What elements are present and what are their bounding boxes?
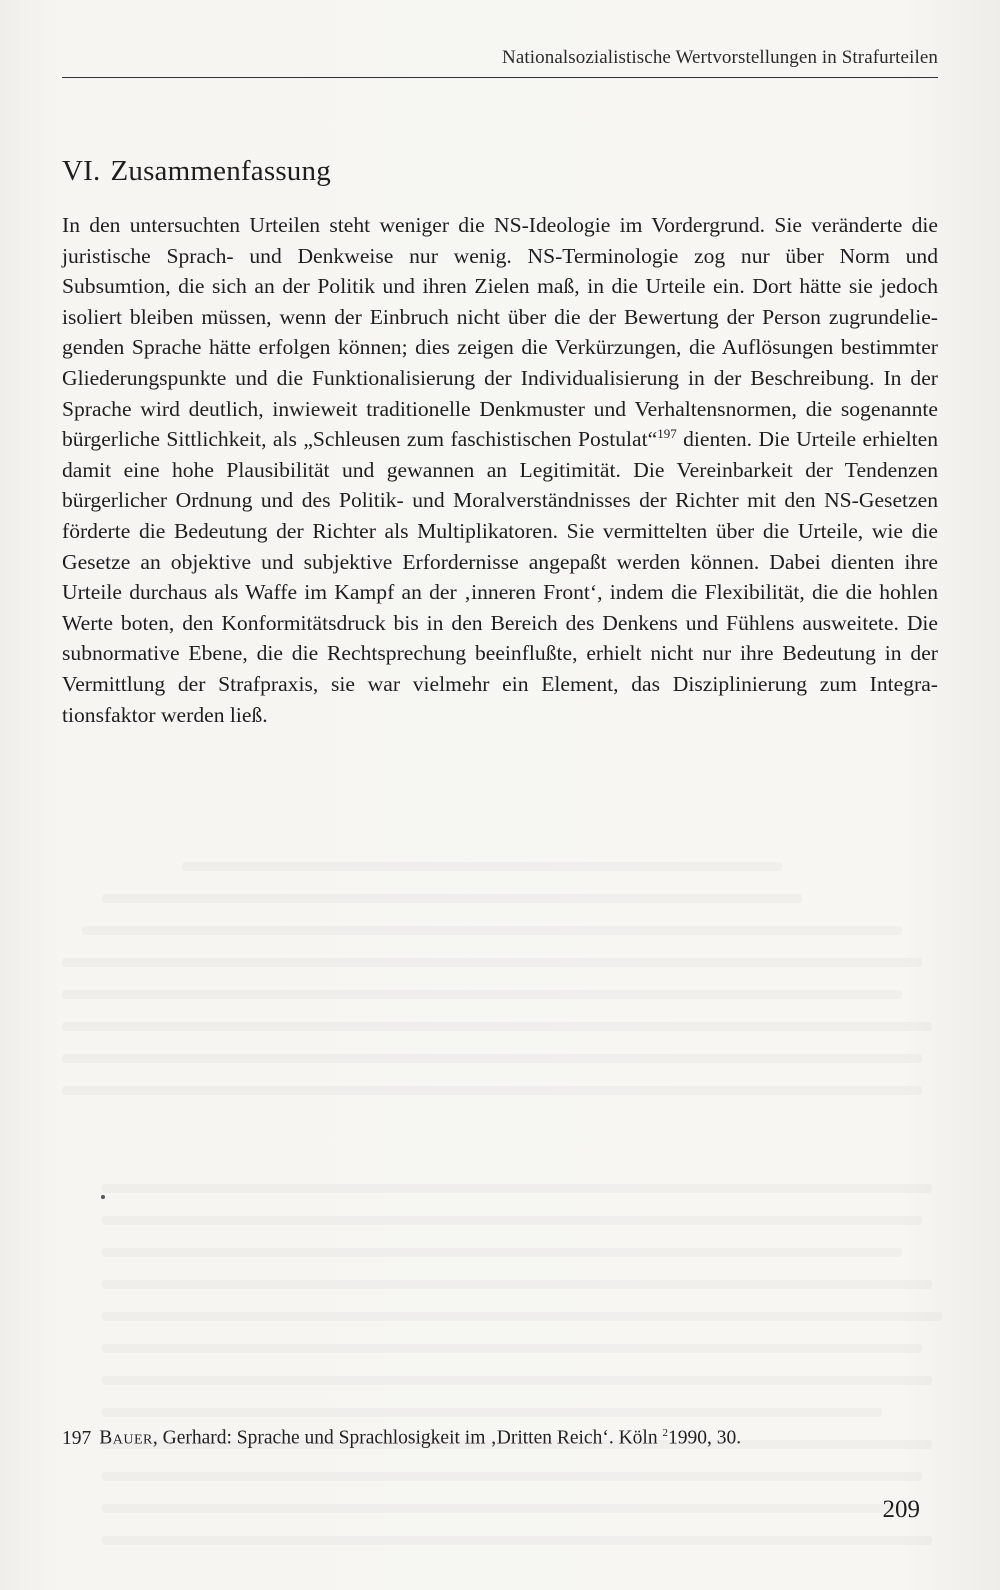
page-number: 209 [882, 1496, 920, 1523]
footnote-edition: 2 [662, 1427, 668, 1439]
print-speck [101, 1195, 105, 1199]
bleed-through-line [62, 958, 922, 967]
bleed-through-line [102, 1248, 902, 1257]
bleed-through-line [102, 1184, 932, 1193]
bleed-through-line [62, 1086, 922, 1095]
bleed-through-line [102, 1504, 902, 1513]
bleed-through-line [62, 1022, 932, 1031]
bleed-through-line [62, 1054, 922, 1063]
bleed-through-line [102, 1536, 932, 1545]
section-title: Zusammenfassung [110, 155, 331, 187]
bleed-through-line [102, 1472, 922, 1481]
bleed-through-line [102, 1344, 922, 1353]
footnote-text: , Gerhard: Sprache und Sprachlosigkeit im ‚Dritten Reich‘. Köln [152, 1427, 663, 1449]
bleed-through-line [102, 1408, 882, 1417]
bleed-through-line [102, 894, 802, 903]
footnote-number: 197 [62, 1427, 92, 1449]
footnote-year-pages: 1990, 30. [667, 1427, 742, 1449]
footnote [62, 1427, 741, 1450]
bleed-through-line [102, 1312, 942, 1321]
running-header: Nationalsozialistische Wertvorstellungen in Strafurteilen [502, 47, 938, 68]
bleed-through-line [82, 926, 902, 935]
body-text-part-1: In den untersuchten Urteilen steht weniger die NS-Ideologie im Vordergrund. Sie veränderte die juristische Sprach- und Denkweise nur wenig. NS-Terminologie zog nur über Norm und Subsumtion, die sich an der Politik und ihren Zielen maß, in die Urteile ein. Dort hätte sie jedoch isoliert bleiben müssen, wenn der Einbruch nicht über die der Bewertung der Person zugrundeliegenden Sprache hätte erfolgen können; dies zeigen die Verkürzungen, die Auflösungen bestimmter Gliederungspunkte und die Funktionalisierung der Individualisierung in der Beschreibung. In der Sprache wird deutlich, inwieweit traditionelle Denkmuster und Verhaltensnormen, die sogenannte bürgerliche Sittlichkeit, als „Schleusen zum faschistischen Postulat“ [62, 213, 938, 452]
bleed-through-line [182, 862, 782, 871]
bleed-through-line [102, 1376, 932, 1385]
footnote-reference[interactable]: 197 [657, 425, 677, 441]
bleed-through-line [62, 990, 902, 999]
body-text-part-2: dienten. Die Urteile erhielten damit eine hohe Plausibilität und gewannen an Legitimität. Die Vereinbarkeit der Tendenzen bürgerlicher Ordnung und des Politik- und Moralverständnisses der Richter mit den NS-Gesetzen förderte die Bedeutung der Richter als Multiplikatoren. Sie vermittelten über die Urteile, wie die Gesetze an objektive und subjektive Erfordernisse angepaßt werden können. Dabei dienten ihre Urteile durchaus als Waffe im Kampf an der ‚inneren Front‘, indem die Flexibilität, die die hohlen Werte boten, den Konformitätsdruck bis in den Bereich des Denkens und Fühlens ausweitete. Die subnormative Ebene, die die Rechtsprechung beeinflußte, erhielt nicht nur ihre Bedeutung in der Vermittlung der Strafpraxis, sie war vielmehr ein Element, das Disziplinierung zum Integrationsfaktor werden ließ. [62, 427, 938, 727]
footnote-author: Bauer [99, 1427, 153, 1449]
section-heading [62, 155, 331, 188]
bleed-through-line [102, 1216, 922, 1225]
bleed-through-line [102, 1280, 932, 1289]
section-number: VI. [62, 155, 101, 187]
body-paragraph [62, 210, 938, 730]
header-rule [62, 77, 938, 78]
